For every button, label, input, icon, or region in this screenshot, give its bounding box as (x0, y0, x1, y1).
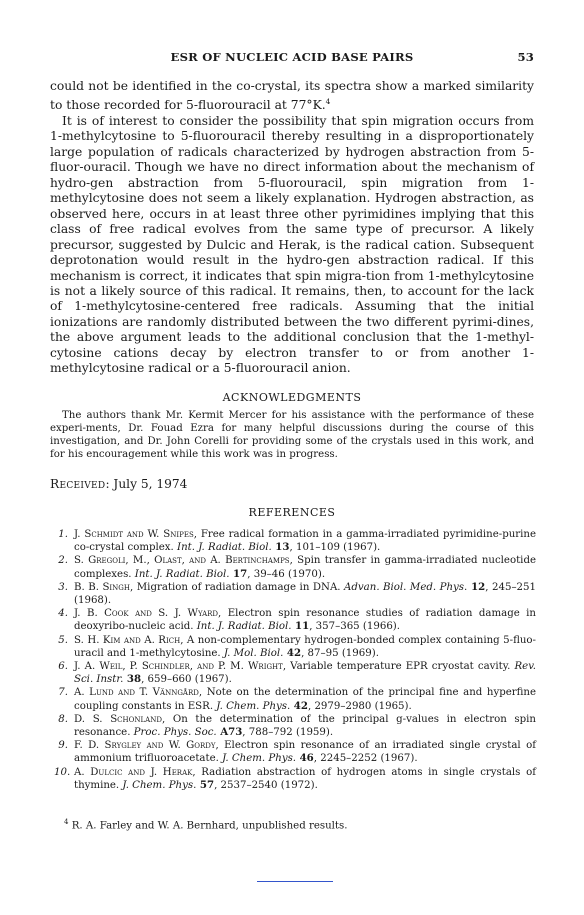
reference-journal: J. Chem. Phys. (122, 779, 197, 791)
paragraph-2: It is of interest to consider the possibility that spin migration occurs from 1-methylcytosine to 5-fluorouracil thereby resulting in a disproportionately large population of radicals characterized by hydrogen abstraction from 5-fluor-ouracil. Though we have no direct information about the mechanism of hydro-gen abstraction from 5-fluorouracil, spin migration from 1-methylcytosine does not seem a likely explanation. Hydrogen abstraction, as observed here, occurs in at least three other pyrimidines implying that this class of free radical evolves from the same type of precursor. A likely precursor, suggested by Dulcic and Herak, is the radical cation. Subsequent deprotonation would result in the hydro-gen abstraction radical. If this mechanism is correct, it indicates that spin migra-tion from 1-methylcytosine is not a likely source of this radical. It remains, then, to account for the lack of 1-methylcytosine-centered free radicals. Assuming that the initial ionizations are randomly distributed between the two different pyrimi-dines, the above argument leads to the additional conclusion that the 1-methyl-cytosine cations decay by electron transfer to or from another 1-methylcytosine radical or a 5-fluorouracil anion. (50, 114, 534, 376)
reference-volume: 46 (296, 752, 314, 765)
reference-journal: Rev. Sci. Instr. (74, 661, 536, 686)
reference-pages: , 2537–2540 (1972). (214, 779, 318, 791)
reference-authors: S. H. Kim and A. Rich (74, 634, 181, 646)
reference-authors: J. Schmidt and W. Snipes (74, 529, 194, 540)
reference-number: 8. (58, 713, 68, 725)
reference-volume: 38 (123, 673, 142, 686)
reference-authors: A. Lund and T. Vänngård (74, 687, 199, 699)
reference-pages: , 39–46 (1970). (247, 568, 326, 580)
reference-list (54, 528, 536, 792)
reference-journal: Int. J. Radiat. Biol. (134, 568, 230, 580)
reference-volume: 17 (229, 567, 248, 580)
reference-item (54, 739, 536, 765)
page-number: 53 (517, 50, 534, 64)
footnote-ref[interactable]: 4 (325, 97, 331, 107)
received-value: : July 5, 1974 (105, 477, 188, 491)
acknowledgments-text: The authors thank Mr. Kermit Mercer for his assistance with the performance of these experi-ments, Dr. Fouad Ezra for many helpful discussions during the course of this investigation, and Dr. John Corelli for providing some of the crystals used in this work, and for his encouragement while this work was in progress. (50, 410, 534, 460)
reference-pages: , 659–660 (1967). (141, 674, 232, 686)
reference-volume: 57 (196, 778, 215, 791)
reference-journal: J. Chem. Phys. (222, 753, 297, 765)
reference-item (54, 528, 536, 554)
received-label: Received (50, 477, 106, 491)
reference-volume: 12 (467, 580, 486, 593)
reference-volume: 42 (290, 699, 308, 712)
reference-number: 7. (58, 687, 68, 699)
reference-authors: D. S. Schonland (74, 713, 162, 725)
reference-item (54, 634, 536, 660)
reference-journal: Advan. Biol. Med. Phys. (344, 581, 468, 593)
footnote-mark: 4 (64, 818, 69, 826)
reference-volume: 11 (291, 620, 310, 633)
reference-pages: , 2245–2252 (1967). (313, 753, 418, 765)
reference-pages: , 87–95 (1969). (301, 647, 379, 659)
reference-journal: Int. J. Radiat. Biol. (177, 542, 272, 554)
reference-volume: 13 (271, 541, 290, 554)
paragraph-1-text: could not be identified in the co-crystal, its spectra show a marked similarity to those recorded for 5-fluorouracil at 77°K. (50, 79, 534, 113)
reference-authors: A. Dulcic and J. Herak (74, 766, 193, 778)
reference-volume: A73 (216, 726, 243, 739)
paragraph-1 (50, 79, 534, 114)
reference-authors: B. B. Singh (74, 581, 131, 593)
reference-title: , Electron spin resonance of an irradiated single crystal of ammonium trifluoroacetate. (74, 740, 536, 765)
reference-number: 5. (58, 634, 68, 646)
reference-number: 2. (58, 555, 68, 567)
references-heading: REFERENCES (248, 506, 336, 519)
reference-number: 10. (54, 766, 71, 778)
reference-item (54, 713, 536, 739)
reference-title: , Spin transfer in gamma-irradiated nucleotide complexes. (74, 555, 536, 580)
received-date (50, 477, 187, 491)
link-underline[interactable] (257, 881, 333, 882)
footnote (64, 818, 347, 831)
reference-pages: , 788–792 (1959). (242, 727, 334, 739)
reference-authors: J. A. Weil, P. Schindler, and P. M. Wright (74, 661, 283, 673)
reference-number: 6. (58, 661, 68, 673)
reference-title: , Migration of radiation damage in DNA. (130, 581, 345, 593)
reference-item (54, 660, 536, 686)
footnote-text: R. A. Farley and W. A. Bernhard, unpublished results. (68, 820, 348, 832)
reference-authors: S. Gregoli, M., Olast, and A. Bertinchamps (74, 555, 290, 567)
reference-pages: , 357–365 (1966). (309, 621, 401, 633)
reference-title: , Variable temperature EPR cryostat cavity. (282, 661, 515, 673)
reference-journal: Int. J. Radiat. Biol. (196, 621, 292, 633)
reference-item (54, 607, 536, 633)
reference-item (54, 554, 536, 580)
body-text (50, 79, 534, 377)
reference-number: 4. (58, 608, 68, 620)
reference-title: , Electron spin resonance studies of radiation damage in deoxyribo-nucleic acid. (74, 608, 536, 633)
reference-item (54, 686, 536, 712)
reference-title: , Free radical formation in a gamma-irradiated pyrimidine-purine co-crystal complex. (74, 529, 536, 554)
running-head (50, 50, 534, 66)
reference-title: , On the determination of the principal g-values in electron spin resonance. (74, 713, 536, 739)
reference-number: 3. (58, 581, 68, 593)
reference-authors: F. D. Srygley and W. Gordy (74, 740, 216, 752)
reference-title: , Note on the determination of the principal fine and hyperfine coupling constants in ESR. (74, 687, 536, 712)
reference-pages: , 245–251 (1968). (74, 581, 536, 607)
reference-number: 9. (58, 740, 68, 752)
running-title: ESR OF NUCLEIC ACID BASE PAIRS (170, 50, 414, 64)
reference-journal: Proc. Phys. Soc. (133, 727, 217, 739)
reference-journal: J. Chem. Phys. (216, 700, 291, 712)
reference-volume: 42 (283, 646, 302, 659)
reference-number: 1. (58, 529, 68, 540)
acknowledgments-heading: ACKNOWLEDGMENTS (222, 391, 362, 404)
reference-title: , Radiation abstraction of hydrogen atoms in single crystals of thymine. (74, 766, 536, 791)
reference-item (54, 581, 536, 607)
reference-pages: , 2979–2980 (1965). (307, 700, 412, 712)
reference-title: , A non-complementary hydrogen-bonded complex containing 5-fluo-uracil and 1-methylcytosine. (74, 634, 536, 659)
reference-journal: J. Mol. Biol. (223, 647, 284, 659)
reference-pages: , 101–109 (1967). (289, 542, 381, 554)
reference-authors: J. B. Cook and S. J. Wyard (74, 608, 219, 620)
reference-item (54, 766, 536, 792)
